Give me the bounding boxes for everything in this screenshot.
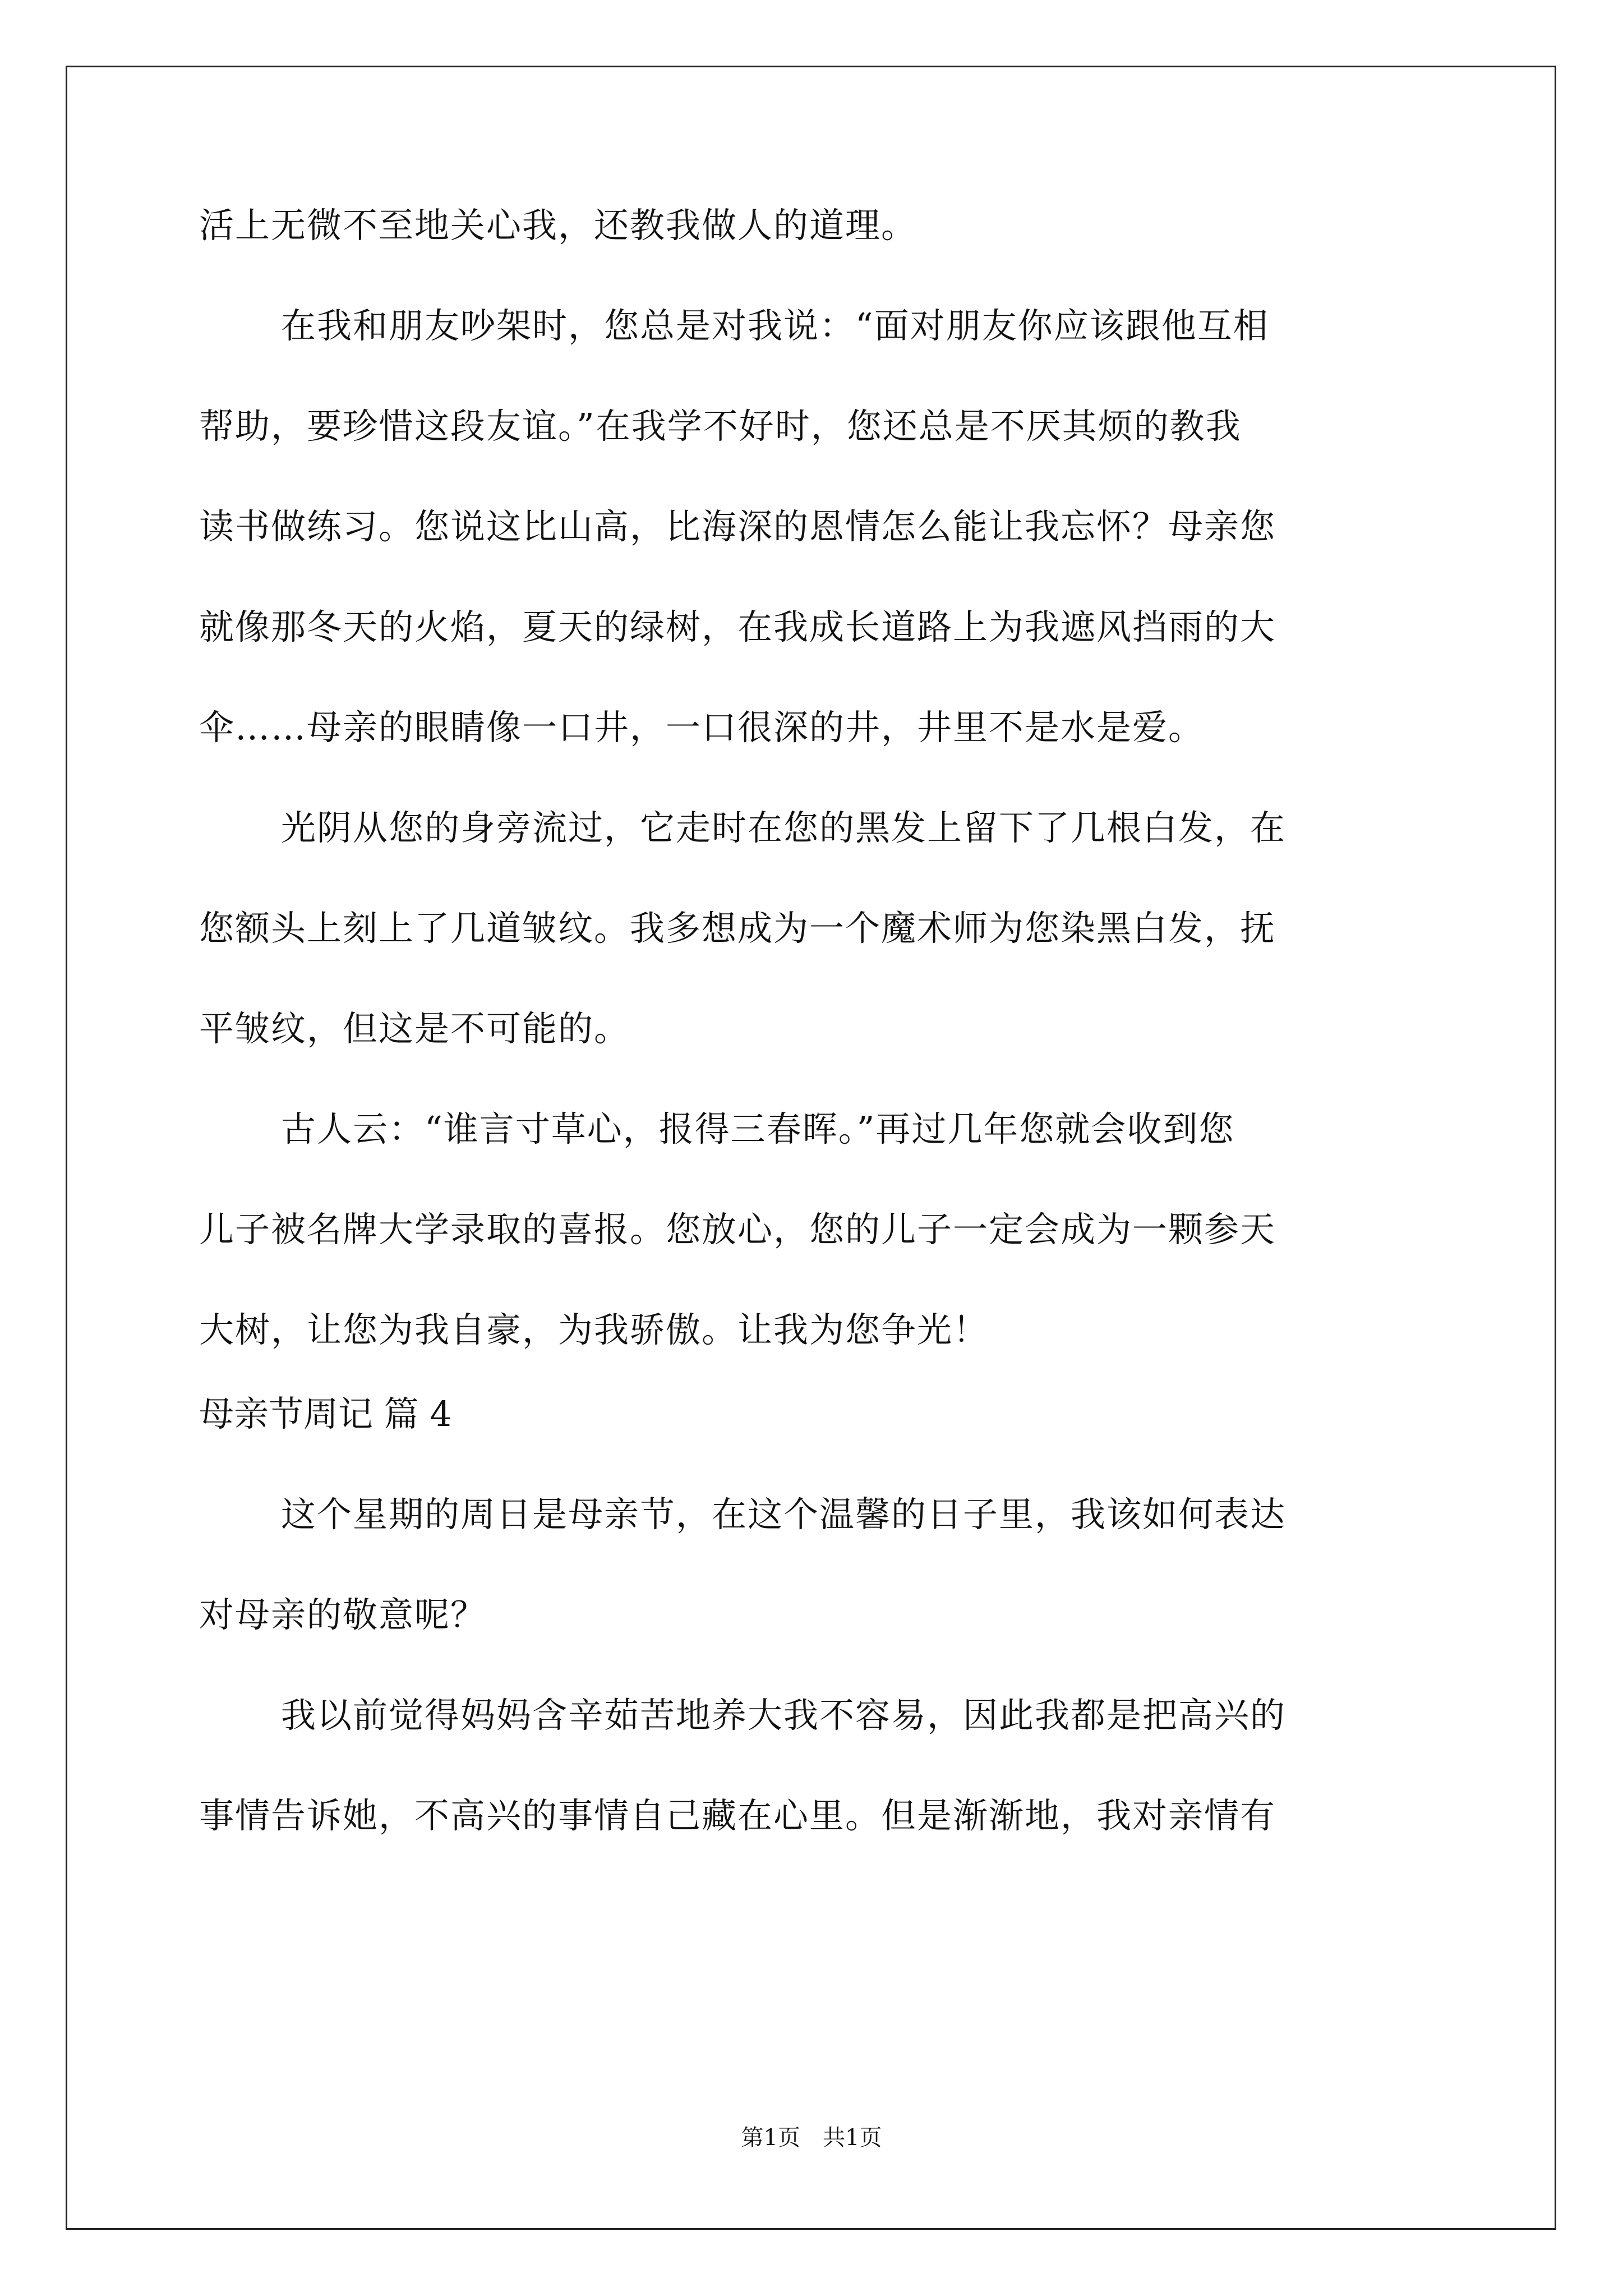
section-heading: 母亲节周记 篇 4 xyxy=(199,1393,452,1434)
text-line: 帮助，要珍惜这段友谊。”在我学不好时，您还总是不厌其烦的教我 xyxy=(199,406,1242,447)
text-line: 大树，让您为我自豪，为我骄傲。让我为您争光！ xyxy=(199,1309,989,1350)
text-line: 光阴从您的身旁流过，它走时在您的黑发上留下了几根白发，在 xyxy=(281,807,1287,848)
text-line: 这个星期的周日是母亲节，在这个温馨的日子里，我该如何表达 xyxy=(281,1494,1287,1535)
text-line: 在我和朋友吵架时，您总是对我说：“面对朋友你应该跟他互相 xyxy=(281,305,1269,346)
text-line: 伞……母亲的眼睛像一口井，一口很深的井，井里不是水是爱。 xyxy=(199,707,1205,748)
text-line: 我以前觉得妈妈含辛茹苦地养大我不容易，因此我都是把高兴的 xyxy=(281,1695,1287,1736)
page-footer: 第1页 共1页 xyxy=(741,2125,882,2151)
text-line: 读书做练习。您说这比山高，比海深的恩情怎么能让我忘怀？母亲您 xyxy=(199,506,1276,547)
text-line: 就像那冬天的火焰，夏天的绿树，在我成长道路上为我遮风挡雨的大 xyxy=(199,606,1276,647)
text-line: 您额头上刻上了几道皱纹。我多想成为一个魔术师为您染黑白发，抚 xyxy=(199,908,1276,949)
text-line: 平皱纹，但这是不可能的。 xyxy=(199,1008,630,1049)
text-line: 事情告诉她，不高兴的事情自己藏在心里。但是渐渐地，我对亲情有 xyxy=(199,1795,1276,1836)
text-line: 活上无微不至地关心我，还教我做人的道理。 xyxy=(199,205,917,246)
text-line: 古人云：“谁言寸草心，报得三春晖。”再过几年您就会收到您 xyxy=(281,1108,1235,1149)
document-body xyxy=(199,205,1427,1836)
text-line: 对母亲的敬意呢？ xyxy=(199,1594,487,1635)
text-line: 儿子被名牌大学录取的喜报。您放心，您的儿子一定会成为一颗参天 xyxy=(199,1209,1276,1250)
